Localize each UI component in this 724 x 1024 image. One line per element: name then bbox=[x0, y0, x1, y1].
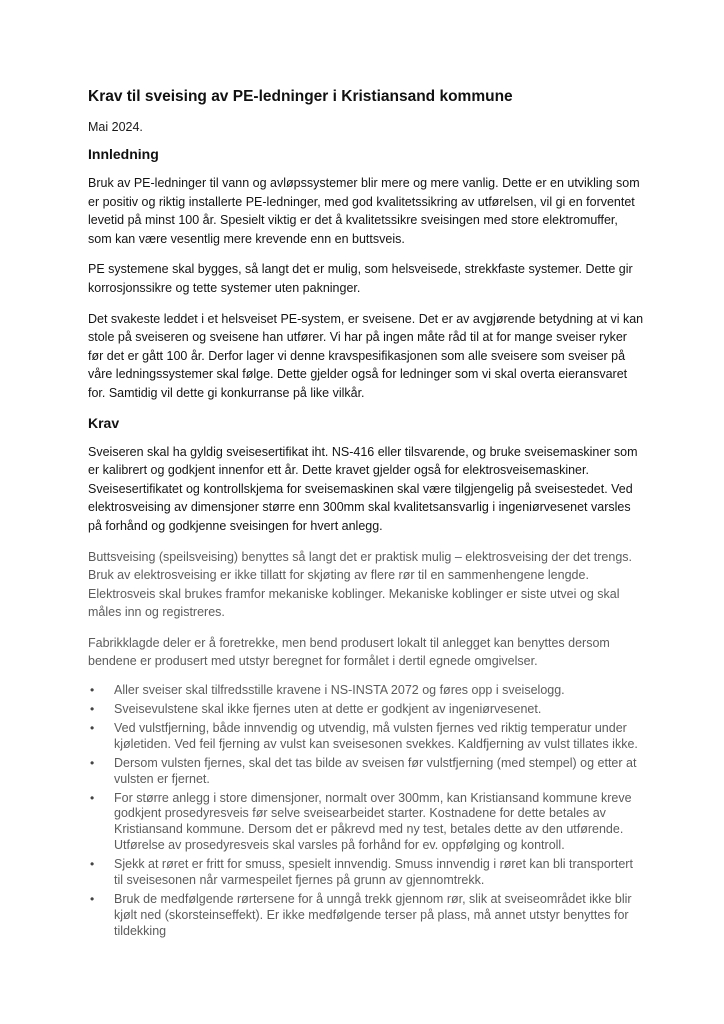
bullet-icon: • bbox=[90, 720, 95, 735]
requirements-bullet-list bbox=[88, 683, 644, 940]
list-item bbox=[90, 755, 644, 788]
list-item-text: Sveisevulstene skal ikke fjernes uten at dette er godkjent av ingeniørvesenet. bbox=[114, 701, 542, 716]
intro-paragraph: Det svakeste leddet i et helsveiset PE-system, er sveisene. Det er av avgjørende betydning at vi kan stole på sveiseren og sveisene han utfører. Vi har på ingen måte råd til at for mange sveiser ryker før det er gått 100 år. Derfor lager vi denne kravspesifikasjonen som alle sveisere som sveiser på våre ledningssystemer skal følge. Dette gjelder også for ledninger som vi skal overta eieransvaret for. Samtidig vil dette gi konkurranse på like vilkår. bbox=[88, 311, 644, 400]
requirements-paragraph: Sveiseren skal ha gyldig sveisesertifikat iht. NS-416 eller tilsvarende, og bruke sveisemaskiner som er kalibrert og godkjent innenfor ett år. Dette kravet gjelder også for elektrosveisemaskiner. Sveisesertifikatet og kontrollskjema for sveisemaskinen skal være tilgjengelig på sveisestedet. Ved elektrosveising av dimensjoner større enn 300mm skal kvalitetsansvarlig i ingeniørvesenet varsles på forhånd og godkjenne sveisingen for hvert anlegg. bbox=[88, 444, 638, 533]
list-item-text: Bruk de medfølgende rørtersene for å unngå trekk gjennom rør, slik at sveiseområdet ikke blir kjølt ned (skorsteinseffekt). Er ikke medfølgende terser på plass, må annet utstyr benyttes for tildekking bbox=[114, 891, 632, 938]
intro-paragraph: Bruk av PE-ledninger til vann og avløpssystemer blir mere og mere vanlig. Dette er en utvikling som er positiv og riktig installerte PE-ledninger, med god kvalitetssikring av utførelsen, vil gi en forventet levetid på minst 100 år. Spesielt viktig er det å kvalitetssikre sveisingen med store elektromuffer, som kan være vesentlig mere krevende enn en buttsveis. bbox=[88, 176, 640, 246]
requirements-paragraph: Fabrikklagde deler er å foretrekke, men bend produsert lokalt til anlegget kan benyttes dersom bendene er produsert med utstyr beregnet for formålet i dertil egnede omgivelser. bbox=[88, 635, 610, 669]
list-item bbox=[90, 891, 644, 940]
bullet-icon: • bbox=[90, 683, 95, 698]
list-item bbox=[90, 701, 644, 718]
list-item bbox=[90, 683, 644, 699]
document-date: Mai 2024. bbox=[88, 120, 143, 134]
list-item bbox=[90, 720, 644, 753]
section-heading-innledning: Innledning bbox=[88, 146, 159, 162]
bullet-icon: • bbox=[90, 891, 95, 906]
list-item-text: Ved vulstfjerning, både innvendig og utvendig, må vulsten fjernes ved riktig temperatur under kjøletiden. Ved feil fjerning av vulst kan sveisesonen svekkes. Kaldfjerning av vulst tillates ikke. bbox=[114, 720, 638, 751]
bullet-icon: • bbox=[90, 857, 95, 872]
document-title: Krav til sveising av PE-ledninger i Kristiansand kommune bbox=[88, 88, 513, 105]
bullet-icon: • bbox=[90, 701, 95, 716]
bullet-icon: • bbox=[90, 755, 95, 770]
list-item-text: Aller sveiser skal tilfredsstille kravene i NS-INSTA 2072 og føres opp i sveiselogg. bbox=[114, 683, 565, 698]
intro-paragraph: PE systemene skal bygges, så langt det er mulig, som helsveisede, strekkfaste systemer. Dette gir korrosjonssikre og tette systemer uten pakninger. bbox=[88, 262, 633, 295]
section-heading-krav: Krav bbox=[88, 414, 120, 431]
bullet-icon: • bbox=[90, 790, 95, 805]
list-item bbox=[90, 790, 644, 855]
list-item-text: Dersom vulsten fjernes, skal det tas bilde av sveisen før vulstfjerning (med stempel) og etter at vulsten er fjernet. bbox=[114, 755, 637, 786]
list-item-text: For større anlegg i store dimensjoner, normalt over 300mm, kan Kristiansand kommune kreve godkjent prosedyresveis før selve sveisearbeidet starter. Kostnadene for dette betales av Kristiansand kommune. Dersom det er påkrevd med ny test, betales dette av den utførende. Utførelse av prosedyresveis skal varsles på forhånd for ev. oppfølging og kontroll. bbox=[114, 790, 632, 853]
requirements-paragraph: Buttsveising (speilsveising) benyttes så langt det er praktisk mulig – elektrosveising der det trengs. Bruk av elektrosveising er ikke tillatt for skjøting av flere rør til en sammenhengene lengde. Elektrosveis skal brukes framfor mekaniske koblinger. Mekaniske koblinger er siste utvei og skal måles inn og registreres. bbox=[88, 549, 633, 620]
list-item bbox=[90, 857, 644, 889]
list-item-text: Sjekk at røret er fritt for smuss, spesielt innvendig. Smuss innvendig i røret kan bli transportert til sveisesonen når varmespeilet fjernes på grunn av gjennomtrekk. bbox=[114, 857, 633, 888]
